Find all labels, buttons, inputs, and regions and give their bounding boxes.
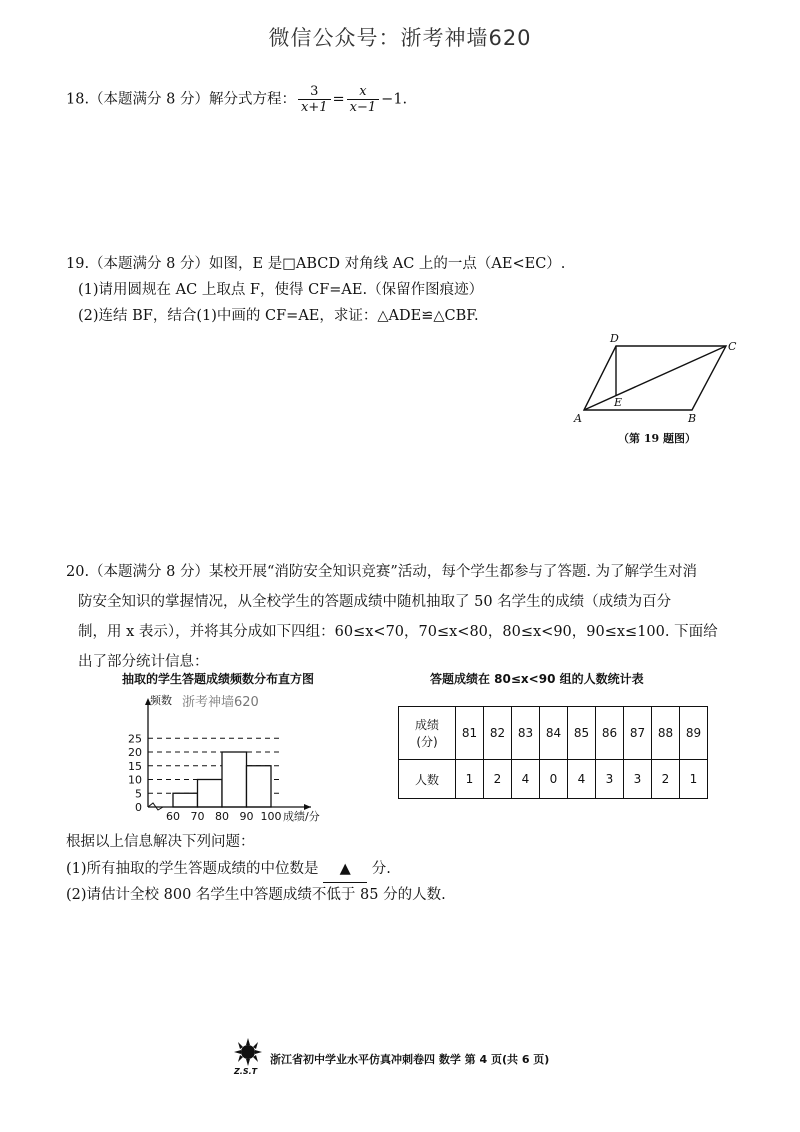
histogram-bar [222, 752, 247, 807]
y-tick-label: 10 [128, 773, 142, 787]
table-cell-score: 83 [512, 707, 540, 760]
label-c: C [728, 340, 737, 353]
q19-line-3: (2)连结 BF，结合(1)中画的 CF=AE，求证：△ADE≌△CBF. [78, 308, 479, 324]
q18-frac2-denominator: x−1 [349, 100, 377, 115]
table-row-scores [399, 707, 708, 760]
histogram-bar [198, 780, 223, 808]
frequency-histogram [100, 690, 380, 825]
x-tick-label: 90 [239, 810, 254, 823]
table-title: 答题成绩在 80≤x<90 组的人数统计表 [430, 672, 644, 686]
table-cell-count: 1 [456, 760, 484, 799]
y-tick-label: 25 [128, 732, 142, 746]
question-20-text [66, 557, 756, 677]
page-watermark-title: 微信公众号：浙考神墙620 [268, 26, 532, 50]
y-tick-label: 15 [128, 759, 142, 773]
q20-line-4: 出了部分统计信息： [78, 654, 209, 670]
q20-line-3: 制，用 x 表示），并将其分成如下四组：60≤x<70，70≤x<80，80≤x<90，90≤x≤100. 下面给 [78, 624, 718, 640]
score-count-table [398, 706, 708, 799]
q18-fraction-2 [347, 84, 380, 115]
table-cell-count: 4 [512, 760, 540, 799]
y-axis-label: 频数 [150, 694, 172, 707]
q19-figure-caption: （第 19 题图） [618, 432, 696, 445]
table-cell-count: 2 [652, 760, 680, 799]
q19-line-1: 19.（本题满分 8 分）如图，E 是□ABCD 对角线 AC 上的一点（AE<EC）. [66, 256, 566, 272]
histogram-bar [173, 793, 198, 807]
x-axis-label: 成绩/分 [283, 810, 320, 823]
table-cell-count: 0 [540, 760, 568, 799]
table-cell-count: 1 [680, 760, 708, 799]
table-header-score [399, 707, 456, 760]
diagonal-ac [584, 346, 726, 410]
label-a: A [574, 412, 582, 425]
q20-sub-question-2: (2)请估计全校 800 名学生中答题成绩不低于 85 分的人数. [66, 887, 446, 903]
x-tick-label: 100 [260, 810, 282, 823]
q20-line-1: 20.（本题满分 8 分）某校开展“消防安全知识竞赛”活动，每个学生都参与了答题. 为了解学生对消 [66, 564, 698, 580]
x-tick-label: 60 [166, 810, 180, 823]
table-cell-score: 88 [652, 707, 680, 760]
table-cell-score: 81 [456, 707, 484, 760]
table-row-counts [399, 760, 708, 799]
chart-watermark: 浙考神墙620 [182, 695, 259, 710]
q20-line-2: 防安全知识的掌握情况，从全校学生的答题成绩中随机抽取了 50 名学生的成绩（成绩为百分 [78, 594, 672, 610]
table-header-score-line1: 成绩 [414, 718, 439, 732]
q18-fraction-1 [298, 84, 331, 115]
y-tick-label: 5 [135, 787, 142, 801]
table-cell-count: 4 [568, 760, 596, 799]
x-tick-label: 80 [215, 810, 229, 823]
table-cell-score: 87 [624, 707, 652, 760]
table-header-score-line2: (分) [416, 735, 438, 749]
q20-sub1-answer-blank [323, 856, 367, 883]
x-tick-label: 70 [190, 810, 205, 823]
table-cell-score: 82 [484, 707, 512, 760]
publisher-logo-icon [228, 1036, 268, 1076]
label-d: D [610, 332, 619, 345]
table-cell-score: 84 [540, 707, 568, 760]
q18-frac2-numerator: x [347, 84, 380, 100]
histogram-bar [247, 766, 272, 807]
q18-tail: −1. [381, 91, 408, 108]
table-cell-score: 85 [568, 707, 596, 760]
q18-frac1-denominator: x+1 [301, 100, 328, 115]
page-footer: 浙江省初中学业水平仿真冲刺卷四 数学 第 4 页(共 6 页) [270, 1053, 550, 1066]
table-cell-score: 86 [596, 707, 624, 760]
q20-sub-question-1 [66, 856, 391, 883]
y-tick-label: 20 [128, 746, 142, 759]
q20-sub1-text: (1)所有抽取的学生答题成绩的中位数是 [66, 861, 319, 877]
histogram-title: 抽取的学生答题成绩频数分布直方图 [122, 672, 315, 686]
y-tick-label: 0 [135, 801, 142, 814]
q20-after-text: 根据以上信息解决下列问题： [66, 834, 255, 850]
label-e: E [614, 396, 623, 409]
q18-frac1-numerator: 3 [298, 84, 331, 100]
q18-equals: = [332, 91, 345, 108]
table-cell-count: 2 [484, 760, 512, 799]
table-cell-score: 89 [680, 707, 708, 760]
question-18 [66, 84, 407, 115]
table-cell-count: 3 [624, 760, 652, 799]
triangle-mark-icon: ▲ [339, 861, 351, 877]
table-header-count: 人数 [399, 760, 456, 799]
q18-prefix: 18.（本题满分 8 分）解分式方程： [66, 91, 297, 108]
table-cell-count: 3 [596, 760, 624, 799]
logo-text: Z.S.T [234, 1067, 258, 1076]
label-b: B [688, 412, 697, 425]
q20-sub1-unit: 分. [371, 861, 391, 877]
q19-line-2: (1)请用圆规在 AC 上取点 F，使得 CF=AE.（保留作图痕迹） [78, 282, 484, 298]
